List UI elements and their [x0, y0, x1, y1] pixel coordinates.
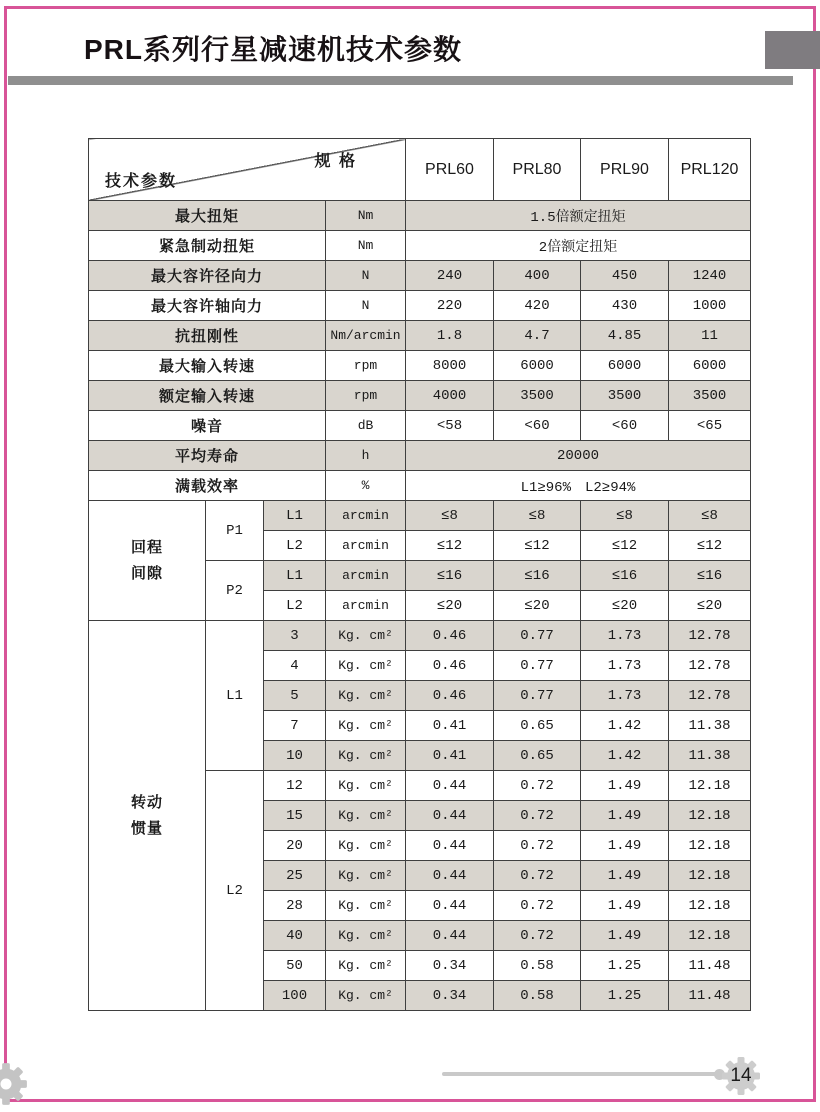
merged-value-cell: 1.5倍额定扭矩: [406, 201, 751, 231]
value-cell: ≤8: [406, 501, 494, 531]
value-cell: 12.18: [669, 771, 751, 801]
value-cell: 0.44: [406, 921, 494, 951]
value-cell: <60: [494, 411, 581, 441]
table-row: [89, 501, 751, 531]
value-cell: 0.72: [494, 801, 581, 831]
title-corner-square: [765, 31, 820, 69]
page-title: PRL系列行星减速机技术参数: [84, 34, 463, 65]
value-cell: 6000: [669, 351, 751, 381]
value-cell: 1.42: [581, 741, 669, 771]
table-row: [89, 201, 751, 231]
unit-cell: arcmin: [326, 591, 406, 621]
ratio-cell: 10: [264, 741, 326, 771]
corner-gear-icon: [0, 1062, 28, 1106]
value-cell: 0.46: [406, 651, 494, 681]
model-column-header: PRL90: [581, 139, 669, 201]
value-cell: 3500: [494, 381, 581, 411]
value-cell: 4000: [406, 381, 494, 411]
inertia-group-label-cell: 转动 惯量: [89, 621, 206, 1011]
value-cell: 1240: [669, 261, 751, 291]
stage-cell: L2: [264, 591, 326, 621]
value-cell: 0.72: [494, 861, 581, 891]
unit-cell: %: [326, 471, 406, 501]
value-cell: 0.72: [494, 891, 581, 921]
value-cell: ≤20: [494, 591, 581, 621]
value-cell: 0.41: [406, 711, 494, 741]
value-cell: ≤20: [406, 591, 494, 621]
unit-cell: Kg. cm²: [326, 861, 406, 891]
diagonal-header-cell: [89, 139, 406, 201]
param-label-cell: 额定输入转速: [89, 381, 326, 411]
value-cell: 1.73: [581, 681, 669, 711]
value-cell: 0.34: [406, 951, 494, 981]
value-cell: <58: [406, 411, 494, 441]
unit-cell: Kg. cm²: [326, 741, 406, 771]
unit-cell: Kg. cm²: [326, 621, 406, 651]
value-cell: ≤12: [406, 531, 494, 561]
value-cell: 220: [406, 291, 494, 321]
param-label-cell: 最大输入转速: [89, 351, 326, 381]
ratio-cell: 25: [264, 861, 326, 891]
param-label-cell: 噪音: [89, 411, 326, 441]
value-cell: 0.44: [406, 861, 494, 891]
value-cell: 4.7: [494, 321, 581, 351]
value-cell: 0.72: [494, 771, 581, 801]
value-cell: 0.44: [406, 771, 494, 801]
table-row: [89, 351, 751, 381]
value-cell: ≤12: [581, 531, 669, 561]
stage-group-cell: L1: [206, 621, 264, 771]
table-row: [89, 621, 751, 651]
value-cell: 1.25: [581, 981, 669, 1011]
param-label-cell: 最大容许轴向力: [89, 291, 326, 321]
value-cell: ≤12: [669, 531, 751, 561]
param-label-cell: 紧急制动扭矩: [89, 231, 326, 261]
param-label-cell: 平均寿命: [89, 441, 326, 471]
value-cell: 0.46: [406, 681, 494, 711]
value-cell: 12.78: [669, 621, 751, 651]
header-row: [89, 139, 751, 201]
unit-cell: Kg. cm²: [326, 801, 406, 831]
table-row: [89, 441, 751, 471]
unit-cell: N: [326, 291, 406, 321]
unit-cell: rpm: [326, 381, 406, 411]
ratio-cell: 20: [264, 831, 326, 861]
unit-cell: rpm: [326, 351, 406, 381]
unit-cell: Nm/arcmin: [326, 321, 406, 351]
value-cell: 4.85: [581, 321, 669, 351]
table-row: [89, 471, 751, 501]
stage-group-cell: L2: [206, 771, 264, 1011]
ratio-cell: 50: [264, 951, 326, 981]
merged-value-cell: 2倍额定扭矩: [406, 231, 751, 261]
value-cell: <60: [581, 411, 669, 441]
value-cell: 12.18: [669, 861, 751, 891]
footer-rule: [442, 1072, 718, 1076]
value-cell: 0.77: [494, 651, 581, 681]
value-cell: 420: [494, 291, 581, 321]
value-cell: 1.49: [581, 771, 669, 801]
value-cell: 1.25: [581, 951, 669, 981]
value-cell: 3500: [581, 381, 669, 411]
merged-value-cell: 20000: [406, 441, 751, 471]
unit-cell: arcmin: [326, 531, 406, 561]
value-cell: 1000: [669, 291, 751, 321]
value-cell: ≤16: [406, 561, 494, 591]
model-column-header: PRL120: [669, 139, 751, 201]
unit-cell: N: [326, 261, 406, 291]
unit-cell: h: [326, 441, 406, 471]
value-cell: 0.46: [406, 621, 494, 651]
ratio-cell: 12: [264, 771, 326, 801]
value-cell: 12.78: [669, 681, 751, 711]
param-label-cell: 抗扭刚性: [89, 321, 326, 351]
value-cell: ≤20: [669, 591, 751, 621]
value-cell: 12.18: [669, 891, 751, 921]
value-cell: <65: [669, 411, 751, 441]
value-cell: 430: [581, 291, 669, 321]
value-cell: 0.65: [494, 711, 581, 741]
model-column-header: PRL80: [494, 139, 581, 201]
value-cell: 12.18: [669, 831, 751, 861]
ratio-cell: 40: [264, 921, 326, 951]
value-cell: ≤12: [494, 531, 581, 561]
value-cell: 0.41: [406, 741, 494, 771]
spec-table-body: [89, 201, 751, 1011]
stage-cell: L2: [264, 531, 326, 561]
value-cell: 12.18: [669, 801, 751, 831]
unit-cell: Kg. cm²: [326, 711, 406, 741]
param-label-cell: 最大扭矩: [89, 201, 326, 231]
ratio-cell: 100: [264, 981, 326, 1011]
value-cell: ≤16: [581, 561, 669, 591]
page-number-gear-icon: [721, 1056, 761, 1096]
unit-cell: Kg. cm²: [326, 951, 406, 981]
header-param-label: 技术参数: [105, 173, 178, 190]
value-cell: 1.73: [581, 651, 669, 681]
value-cell: 1.49: [581, 861, 669, 891]
unit-cell: Nm: [326, 201, 406, 231]
value-cell: ≤16: [669, 561, 751, 591]
ratio-cell: 7: [264, 711, 326, 741]
value-cell: 0.72: [494, 921, 581, 951]
value-cell: 11.38: [669, 741, 751, 771]
page-number: 14: [730, 1065, 752, 1086]
value-cell: 1.49: [581, 831, 669, 861]
value-cell: 3500: [669, 381, 751, 411]
unit-cell: Kg. cm²: [326, 831, 406, 861]
unit-cell: Kg. cm²: [326, 681, 406, 711]
ratio-cell: 4: [264, 651, 326, 681]
value-cell: 0.58: [494, 951, 581, 981]
ratio-cell: 15: [264, 801, 326, 831]
value-cell: ≤8: [494, 501, 581, 531]
header-spec-label: 规 格: [314, 153, 357, 170]
unit-cell: Kg. cm²: [326, 981, 406, 1011]
unit-cell: arcmin: [326, 561, 406, 591]
value-cell: 1.42: [581, 711, 669, 741]
backlash-group-label-cell: 回程 间隙: [89, 501, 206, 621]
ratio-cell: 5: [264, 681, 326, 711]
value-cell: 11.38: [669, 711, 751, 741]
value-cell: 0.77: [494, 621, 581, 651]
value-cell: ≤8: [581, 501, 669, 531]
value-cell: ≤20: [581, 591, 669, 621]
unit-cell: Kg. cm²: [326, 921, 406, 951]
ratio-cell: 3: [264, 621, 326, 651]
unit-cell: arcmin: [326, 501, 406, 531]
value-cell: 8000: [406, 351, 494, 381]
value-cell: 12.18: [669, 921, 751, 951]
value-cell: 0.77: [494, 681, 581, 711]
value-cell: ≤16: [494, 561, 581, 591]
merged-value-cell: L1≥96% L2≥94%: [406, 471, 751, 501]
value-cell: 0.44: [406, 891, 494, 921]
table-row: [89, 261, 751, 291]
value-cell: 0.44: [406, 831, 494, 861]
model-column-header: PRL60: [406, 139, 494, 201]
value-cell: 6000: [494, 351, 581, 381]
value-cell: 0.34: [406, 981, 494, 1011]
value-cell: 450: [581, 261, 669, 291]
value-cell: 0.72: [494, 831, 581, 861]
spec-table-head: [89, 139, 751, 201]
value-cell: ≤8: [669, 501, 751, 531]
table-row: [89, 411, 751, 441]
param-label-cell: 满载效率: [89, 471, 326, 501]
table-row: [89, 381, 751, 411]
unit-cell: Kg. cm²: [326, 771, 406, 801]
value-cell: 400: [494, 261, 581, 291]
unit-cell: dB: [326, 411, 406, 441]
value-cell: 1.49: [581, 921, 669, 951]
table-row: [89, 231, 751, 261]
value-cell: 240: [406, 261, 494, 291]
value-cell: 0.65: [494, 741, 581, 771]
precision-grade-cell: P1: [206, 501, 264, 561]
table-row: [89, 291, 751, 321]
spec-table: [88, 138, 751, 1011]
unit-cell: Kg. cm²: [326, 651, 406, 681]
value-cell: 1.49: [581, 801, 669, 831]
value-cell: 1.73: [581, 621, 669, 651]
stage-cell: L1: [264, 561, 326, 591]
value-cell: 0.44: [406, 801, 494, 831]
precision-grade-cell: P2: [206, 561, 264, 621]
value-cell: 0.58: [494, 981, 581, 1011]
table-row: [89, 321, 751, 351]
value-cell: 1.49: [581, 891, 669, 921]
unit-cell: Kg. cm²: [326, 891, 406, 921]
unit-cell: Nm: [326, 231, 406, 261]
value-cell: 11: [669, 321, 751, 351]
value-cell: 12.78: [669, 651, 751, 681]
value-cell: 11.48: [669, 951, 751, 981]
value-cell: 6000: [581, 351, 669, 381]
ratio-cell: 28: [264, 891, 326, 921]
value-cell: 1.8: [406, 321, 494, 351]
stage-cell: L1: [264, 501, 326, 531]
title-underline-bar: [8, 76, 793, 85]
param-label-cell: 最大容许径向力: [89, 261, 326, 291]
value-cell: 11.48: [669, 981, 751, 1011]
